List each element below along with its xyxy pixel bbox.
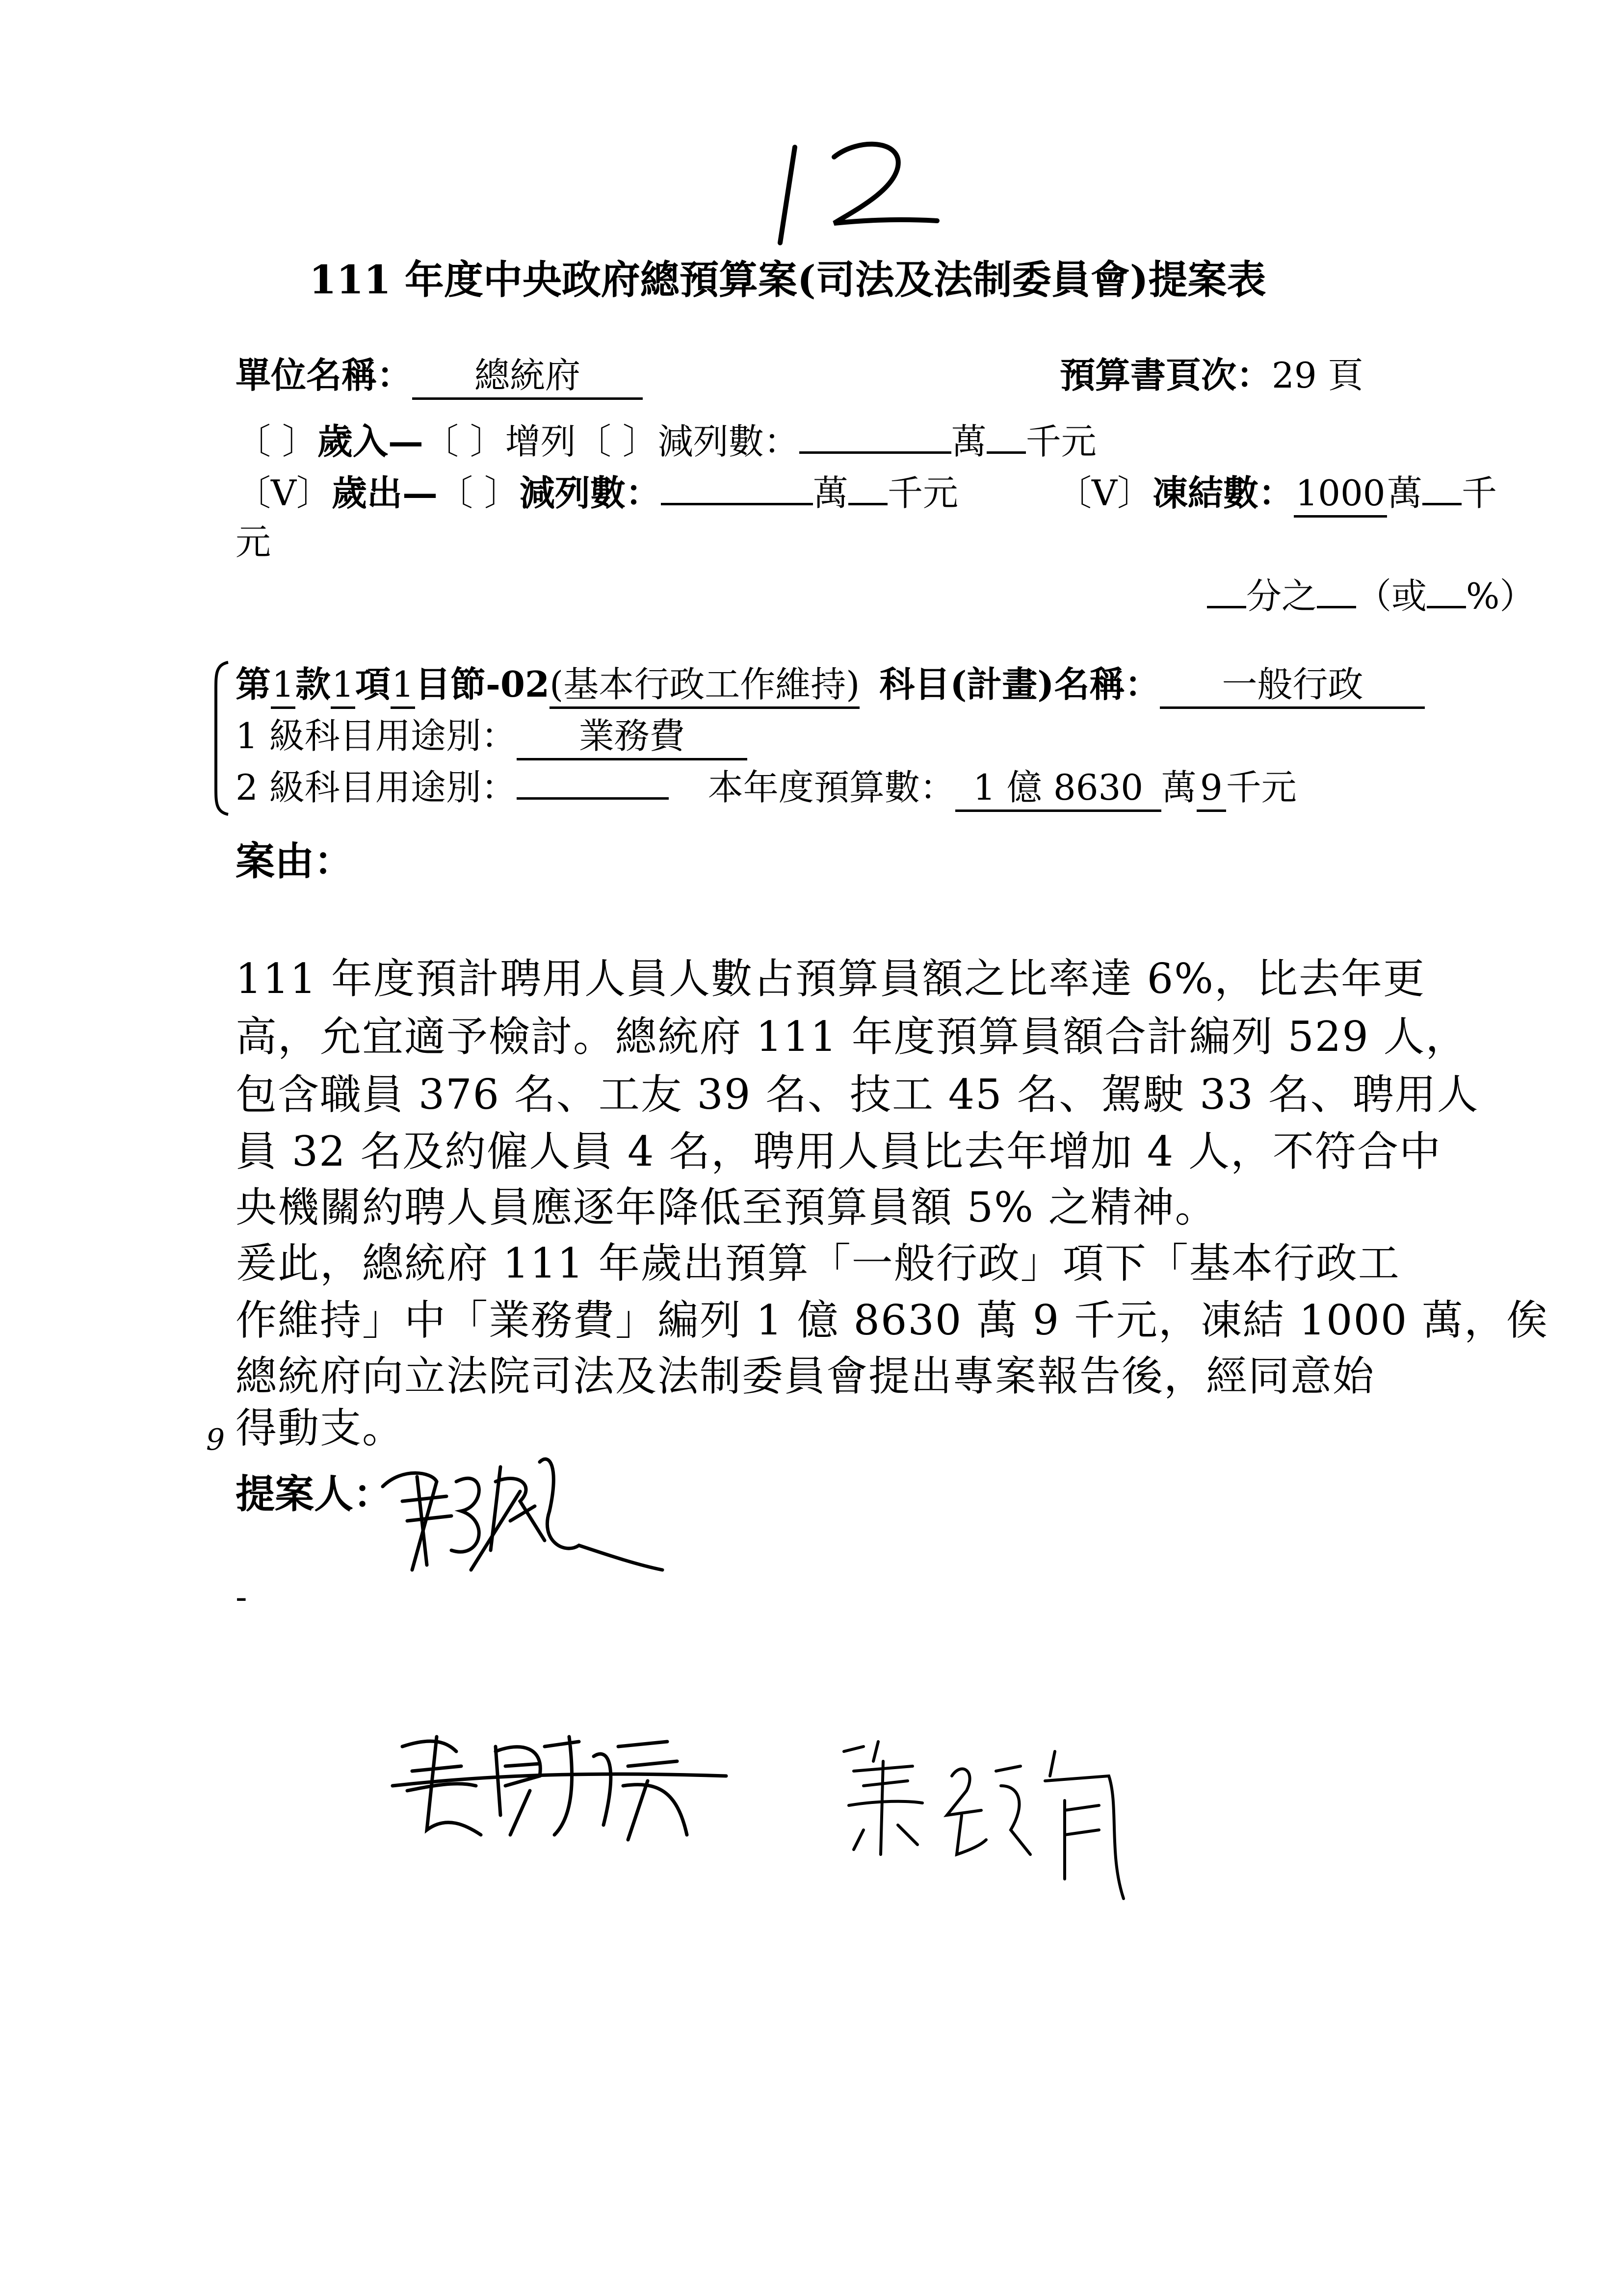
kuan-number: 1 (271, 662, 295, 709)
decrease-label: 減列數： (657, 421, 799, 462)
increase-checkbox: 〔 〕 (423, 421, 505, 462)
increase-label: 增列 (505, 421, 576, 462)
revenue-checkbox: 〔 〕 (236, 421, 317, 462)
blank (1427, 606, 1466, 608)
margin-mark: 9 (206, 1423, 225, 1457)
item-bracket (209, 660, 233, 817)
reason-line: 央機關約聘人員應逐年降低至預算員額 5% 之精神。 (236, 1183, 1217, 1231)
blank (799, 451, 951, 454)
decrease-checkbox: 〔 〕 (576, 421, 658, 462)
freeze-value: 1000 (1294, 471, 1387, 518)
dash-mark: - (236, 1577, 247, 1617)
blank (1207, 606, 1246, 608)
qian-unit: 千 (1461, 472, 1497, 514)
unit-label: 單位名稱： (236, 354, 413, 396)
section-name: (基本行政工作維持) (550, 662, 860, 709)
or-label: （或 (1356, 575, 1427, 617)
reason-line: 員 32 名及約僱人員 4 名，聘用人員比去年增加 4 人，不符合中 (236, 1127, 1441, 1175)
percent-label: %） (1466, 575, 1535, 617)
revenue-row (236, 415, 1097, 469)
budget-qian-value: 9 (1197, 765, 1226, 812)
qian-unit: 千元 (1025, 421, 1097, 462)
blank (1422, 503, 1462, 505)
blank (1317, 606, 1356, 608)
item-row (236, 657, 1425, 711)
reason-line: 爰此，總統府 111 年歲出預算「一般行政」項下「基本行政工 (236, 1239, 1400, 1287)
decrease-label: 減列數： (519, 472, 661, 514)
subject-label: 科目(計畫)名稱： (879, 663, 1160, 705)
budget-value: 1 億 8630 (955, 765, 1161, 812)
page-ref-row (1060, 348, 1363, 402)
unit-row (236, 348, 643, 402)
qian-unit: 千元 (1226, 767, 1297, 808)
xiang-number: 1 (331, 662, 355, 709)
wan-unit: 萬 (1161, 767, 1197, 808)
freeze-label: 凍結數： (1152, 472, 1294, 514)
level2-row (236, 760, 1297, 814)
budget-label: 本年度預算數： (707, 767, 955, 808)
reason-line: 111 年度預計聘用人員人數占預算員額之比率達 6%，比去年更 (236, 955, 1425, 1003)
reason-line: 高，允宜適予檢討。總統府 111 年度預算員額合計編列 529 人， (236, 1013, 1468, 1061)
subject-value: 一般行政 (1160, 662, 1425, 709)
expense-label: 歲出— (332, 472, 438, 514)
proposer-label: 提案人： (236, 1471, 393, 1517)
item-di: 第 (236, 663, 271, 705)
level2-value (517, 797, 669, 800)
cosigner-signature-1 (383, 1717, 736, 1845)
blank (848, 503, 888, 505)
level1-label: 1 級科目用途別： (236, 715, 517, 757)
handwritten-page-number (775, 137, 952, 250)
wan-unit: 萬 (1387, 472, 1422, 514)
blank (987, 451, 1026, 454)
proposer-signature (373, 1423, 667, 1580)
qian-unit: 千元 (887, 472, 958, 514)
form-title: 111 年度中央政府總預算案(司法及法制委員會)提案表 (309, 257, 1266, 303)
level1-row (236, 709, 747, 763)
level2-label: 2 級科目用途別： (236, 767, 517, 808)
mu-label: 目節-02 (415, 663, 550, 705)
xiang-label: 項 (355, 663, 391, 705)
blank (661, 503, 813, 505)
revenue-label: 歲入— (317, 420, 423, 462)
reason-line: 得動支。 (236, 1404, 405, 1452)
cosigner-signature-2 (834, 1732, 1148, 1908)
fraction-row (1207, 569, 1535, 623)
expense-row-wrap: 元 (236, 522, 271, 563)
expense-row (236, 466, 1497, 520)
page-ref-label: 預算書頁次： (1060, 354, 1272, 396)
decrease-checkbox: 〔 〕 (438, 472, 520, 514)
freeze-checkbox: 〔V〕 (1056, 472, 1153, 514)
wan-unit: 萬 (812, 472, 848, 514)
reason-label: 案由： (236, 838, 353, 884)
page-ref-value: 29 頁 (1272, 355, 1363, 396)
reason-line: 總統府向立法院司法及法制委員會提出專案報告後，經同意始 (236, 1352, 1375, 1400)
expense-checkbox: 〔V〕 (236, 472, 332, 514)
unit-value: 總統府 (412, 353, 643, 400)
wan-unit: 萬 (951, 421, 987, 462)
kuan-label: 款 (295, 663, 331, 705)
reason-line: 作維持」中「業務費」編列 1 億 8630 萬 9 千元，凍結 1000 萬，俟 (236, 1296, 1549, 1344)
fraction-label: 分之 (1246, 575, 1317, 617)
level1-value: 業務費 (517, 714, 747, 760)
reason-line: 包含職員 376 名、工友 39 名、技工 45 名、駕駛 33 名、聘用人 (236, 1070, 1479, 1119)
mu-number: 1 (391, 662, 415, 709)
